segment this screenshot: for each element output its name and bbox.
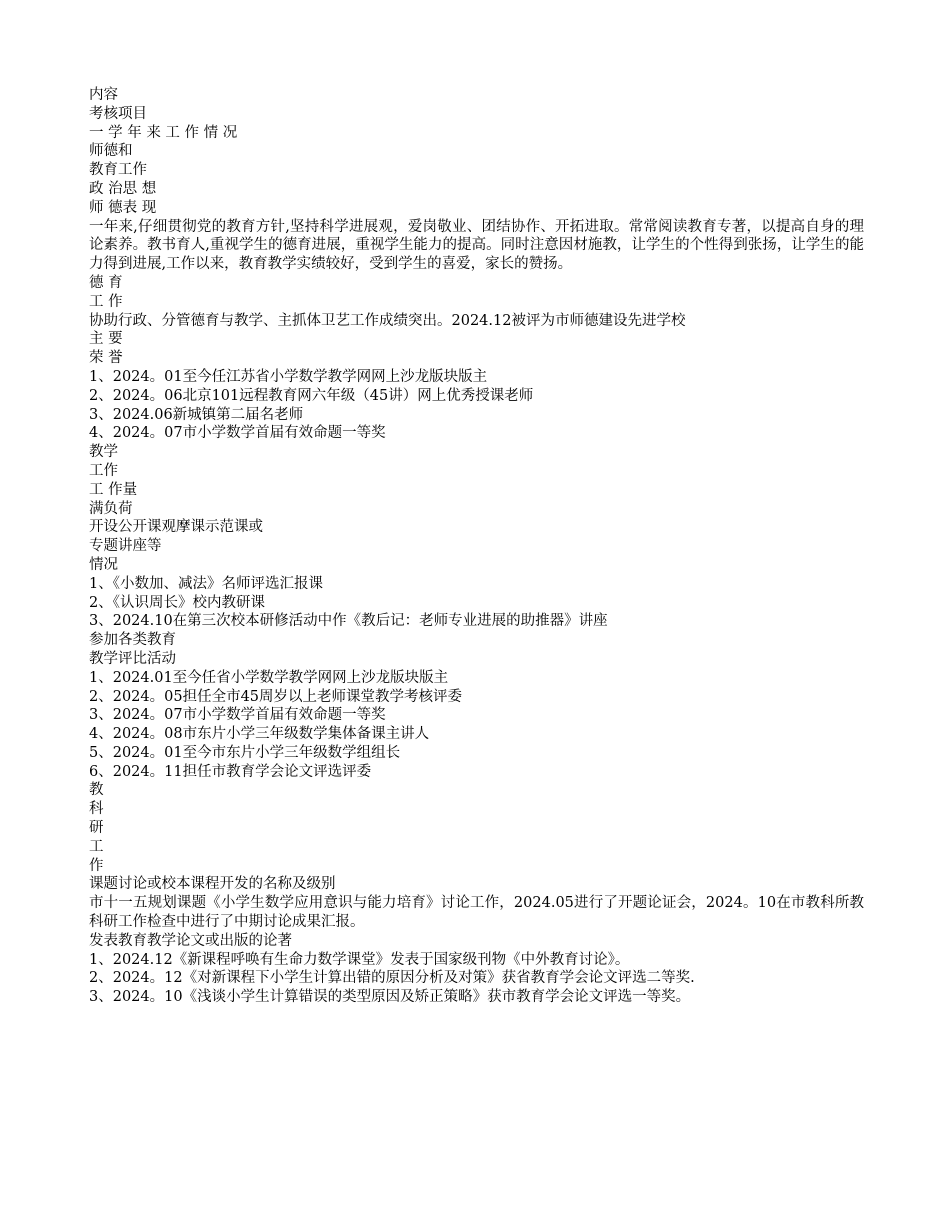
open-class-item: 1、《小数加、减法》名师评选汇报课 bbox=[89, 575, 323, 592]
subsection-publications: 发表教育教学论文或出版的论著 bbox=[89, 932, 292, 949]
honor-item: 1、2024。01至今任江苏省小学数学教学网网上沙龙版块版主 bbox=[89, 368, 488, 385]
subsection-research-topic: 课题讨论或校本课程开发的名称及级别 bbox=[89, 876, 336, 893]
section-research-char: 工 bbox=[89, 838, 104, 855]
honor-item: 4、2024。07市小学数学首届有效命题一等奖 bbox=[89, 425, 386, 442]
subsection-politics: 政 治思 想 bbox=[89, 180, 157, 197]
header-assessment-item: 考核项目 bbox=[89, 105, 147, 122]
section-research-char: 作 bbox=[89, 857, 104, 874]
section-teaching-2: 工作 bbox=[89, 462, 118, 479]
subsection-open-class-3: 情况 bbox=[89, 556, 118, 573]
publication-item: 2、2024。12《对新课程下小学生计算出错的原因分析及对策》获省教育学会论文评选二等奖. bbox=[89, 970, 695, 987]
section-research-char: 教 bbox=[89, 782, 104, 799]
subsection-activities-1: 参加各类教育 bbox=[89, 632, 176, 649]
activity-item: 4、2024。08市东片小学三年级数学集体备课主讲人 bbox=[89, 726, 430, 743]
subsection-open-class-2: 专题讲座等 bbox=[89, 538, 162, 555]
publication-item: 3、2024。10《浅谈小学生计算错误的类型原因及矫正策略》获市教育学会论文评选一等奖。 bbox=[89, 989, 691, 1006]
section-ethics-label-2: 教育工作 bbox=[89, 162, 147, 179]
section-teaching-1: 教学 bbox=[89, 444, 118, 461]
section-research-char: 科 bbox=[89, 801, 104, 818]
workload-value: 满负荷 bbox=[89, 500, 133, 517]
subsection-activities-2: 教学评比活动 bbox=[89, 650, 176, 667]
subsection-moral-2: 工 作 bbox=[89, 293, 123, 310]
activity-item: 2、2024。05担任全市45周岁以上老师课堂教学考核评委 bbox=[89, 688, 463, 705]
publication-item: 1、2024.12《新课程呼唤有生命力数学课堂》发表于国家级刊物《中外教育讨论》。 bbox=[89, 951, 630, 968]
subsection-open-class-1: 开设公开课观摩课示范课或 bbox=[89, 519, 263, 536]
activity-item: 3、2024。07市小学数学首届有效命题一等奖 bbox=[89, 707, 386, 724]
honor-item: 2、2024。06北京101远程教育网六年级（45讲）网上优秀授课老师 bbox=[89, 387, 534, 404]
subsection-workload: 工 作量 bbox=[89, 481, 138, 498]
open-class-item: 2、《认识周长》校内教研课 bbox=[89, 594, 265, 611]
subsection-honors-2: 荣 誉 bbox=[89, 350, 123, 367]
section-ethics-label-1: 师德和 bbox=[89, 143, 133, 160]
ethics-paragraph: 一年来,仔细贯彻党的教育方针,坚持科学进展观，爱岗敬业、团结协作、开拓进取。常常阅读教育专著，以提高自身的理论素养。教书育人,重视学生的德育进展，重视学生能力的提高。同时注意因材施教，让学生的个性得到张扬，让学生的能力得到进展,工作以来，教育教学实绩较好，受到学生的喜爱，家长的赞扬。 bbox=[89, 218, 864, 273]
activity-item: 1、2024.01至今任省小学数学教学网网上沙龙版块版主 bbox=[89, 669, 449, 686]
honor-item: 3、2024.06新城镇第二届名老师 bbox=[89, 406, 304, 423]
subsection-honors-1: 主 要 bbox=[89, 331, 123, 348]
research-topic-paragraph: 市十一五规划课题《小学生数学应用意识与能力培育》讨论工作，2024.05进行了开题论证会，2024。10在市教科所教科研工作检查中进行了中期讨论成果汇报。 bbox=[89, 895, 864, 931]
activity-item: 6、2024。11担任市教育学会论文评选评委 bbox=[89, 763, 372, 780]
moral-work-text: 协助行政、分管德育与教学、主抓体卫艺工作成绩突出。2024.12被评为市师德建设先进学校 bbox=[89, 312, 686, 329]
subsection-moral-1: 德 育 bbox=[89, 274, 123, 291]
subsection-ethics-performance: 师 德表 现 bbox=[89, 199, 157, 216]
header-content: 内容 bbox=[89, 87, 118, 103]
header-year-work: 一 学 年 来 工 作 情 况 bbox=[89, 124, 238, 141]
open-class-item: 3、2024.10在第三次校本研修活动中作《教后记：老师专业进展的助推器》讲座 bbox=[89, 613, 608, 630]
section-research-char: 研 bbox=[89, 820, 104, 837]
activity-item: 5、2024。01至今市东片小学三年级数学组组长 bbox=[89, 744, 401, 761]
document-body bbox=[89, 86, 864, 1007]
